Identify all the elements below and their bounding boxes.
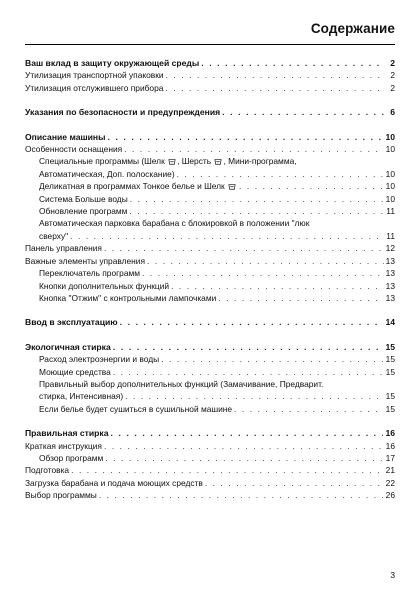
- toc-entry[interactable]: [25, 69, 395, 81]
- toc-entry-page: 15: [385, 341, 395, 352]
- toc-entry-page: 13: [385, 268, 395, 279]
- toc-entry[interactable]: [25, 180, 395, 192]
- toc-entry-text: Расход электроэнергии и воды: [39, 354, 160, 365]
- toc-entry-first-line: Специальные программы (Шелк , Шерсть , Мини-программа,: [39, 156, 297, 167]
- toc-entry-page: 10: [385, 181, 395, 192]
- toc-entry-page: 6: [390, 107, 395, 118]
- toc-entry-page: 2: [390, 70, 395, 81]
- toc-entry-text: Загрузка барабана и подача моющих средств: [25, 477, 203, 488]
- toc-entry[interactable]: [25, 440, 395, 452]
- toc-entry[interactable]: [25, 242, 395, 254]
- toc-entry-page: 14: [385, 317, 395, 328]
- toc-entry-text: Ввод в эксплуатацию: [25, 317, 118, 328]
- toc-entry-page: 15: [385, 366, 395, 377]
- toc-entry-page: 26: [385, 490, 395, 501]
- toc-entry-text: Кнопка "Отжим" с контрольными лампочками: [39, 292, 217, 303]
- toc-entry-text: Важные элементы управления: [25, 255, 146, 266]
- toc-entry[interactable]: [25, 452, 395, 464]
- toc-entry-page: 16: [385, 440, 395, 451]
- toc-entry[interactable]: [25, 168, 395, 180]
- silk-symbol-icon: [168, 158, 176, 165]
- toc-entry[interactable]: [25, 280, 395, 292]
- toc-entry[interactable]: [25, 403, 395, 415]
- toc-entry[interactable]: [25, 464, 395, 476]
- toc-entry-page: 10: [385, 193, 395, 204]
- toc-entry-page: 21: [385, 465, 395, 476]
- toc-entry[interactable]: [25, 193, 395, 205]
- toc-entry-text: Кнопки дополнительных функций: [39, 280, 170, 291]
- toc-entry[interactable]: [25, 267, 395, 279]
- toc-entry-page: 11: [386, 206, 395, 217]
- toc-entry-page: 17: [385, 452, 395, 463]
- title-rule: [25, 44, 395, 45]
- toc-entry-text: Обзор программ: [39, 452, 104, 463]
- toc-entry-page: 15: [385, 391, 395, 402]
- toc-entry[interactable]: [25, 255, 395, 267]
- toc-entry-first-line: Правильный выбор дополнительных функций (Замачивание, Предварит.: [39, 378, 324, 389]
- silk-symbol-icon: [228, 183, 236, 190]
- toc-entry-text: Правильная стирка: [25, 428, 109, 439]
- toc-entry-page: 15: [385, 403, 395, 414]
- toc-entry[interactable]: [25, 489, 395, 501]
- toc-entry-page: 16: [385, 428, 395, 439]
- toc-entry-text: Моющие средства: [39, 366, 111, 377]
- toc-entry[interactable]: [25, 131, 395, 143]
- toc-entry-text: Система Больше воды: [39, 193, 128, 204]
- toc-entry-first-line: Автоматическая парковка барабана с блокировкой в положении "люк: [39, 218, 310, 229]
- toc-entry-text: Ваш вклад в защиту окружающей среды: [25, 58, 200, 68]
- toc-entry-text: Утилизация транспортной упаковки: [25, 70, 164, 81]
- toc-entry[interactable]: [25, 341, 395, 353]
- page-title: Содержание: [310, 21, 395, 36]
- toc-entry-text: Автоматическая, Доп. полоскание): [39, 168, 175, 179]
- toc-entry-text: Если белье будет сушиться в сушильной машине: [39, 403, 233, 414]
- toc-entry[interactable]: [25, 316, 395, 328]
- toc-entry-page: 13: [385, 280, 395, 291]
- page-number: 3: [390, 570, 395, 580]
- toc-entry[interactable]: [25, 106, 395, 118]
- toc-entry-page: 10: [385, 168, 395, 179]
- toc-entry[interactable]: [25, 390, 395, 402]
- toc-entry-text: сверху": [39, 230, 69, 241]
- toc-entry-text: Выбор программы: [25, 490, 97, 501]
- toc-entry[interactable]: [25, 292, 395, 304]
- toc-entry-text: Указания по безопасности и предупреждения: [25, 107, 221, 118]
- toc-entry-text: Деликатная в программах Тонкое белье и Шелк: [39, 180, 237, 192]
- toc-entry[interactable]: [25, 366, 395, 378]
- toc-entry[interactable]: [25, 477, 395, 489]
- wool-symbol-icon: [214, 158, 222, 165]
- toc-entry-page: 10: [385, 131, 395, 142]
- toc-entry-page: 12: [385, 243, 395, 254]
- toc-entry[interactable]: [25, 353, 395, 365]
- toc-entry[interactable]: [25, 230, 395, 242]
- toc-entry-text: Краткая инструкция: [25, 440, 102, 451]
- toc-entry-page: 10: [385, 144, 395, 155]
- toc-entry-text: Описание машины: [25, 131, 106, 142]
- toc-entry-page: 11: [386, 230, 395, 241]
- toc-entry-page: 2: [390, 58, 395, 68]
- toc-entry-text: Особенности оснащения: [25, 144, 123, 155]
- toc-entry-page: 13: [385, 255, 395, 266]
- toc-entry-text: стирка, Интенсивная): [39, 391, 124, 402]
- toc-entry[interactable]: [25, 205, 395, 217]
- toc-entry-text: Обновление программ: [39, 206, 128, 217]
- toc-entry[interactable]: [25, 57, 395, 69]
- toc-entry-page: 2: [390, 82, 395, 93]
- toc-entry-text: Экологичная стирка: [25, 341, 111, 352]
- toc-entry-text: Утилизация отслужившего прибора: [25, 82, 164, 93]
- table-of-contents: [25, 57, 395, 502]
- toc-entry[interactable]: [25, 82, 395, 94]
- toc-entry-text: Переключатель программ: [39, 268, 141, 279]
- toc-entry[interactable]: [25, 143, 395, 155]
- toc-entry-page: 15: [385, 354, 395, 365]
- toc-entry[interactable]: [25, 427, 395, 439]
- toc-entry-text: Панель управления: [25, 243, 102, 254]
- toc-entry-page: 13: [385, 292, 395, 303]
- toc-entry-page: 22: [385, 477, 395, 488]
- toc-entry-text: Подготовка: [25, 465, 70, 476]
